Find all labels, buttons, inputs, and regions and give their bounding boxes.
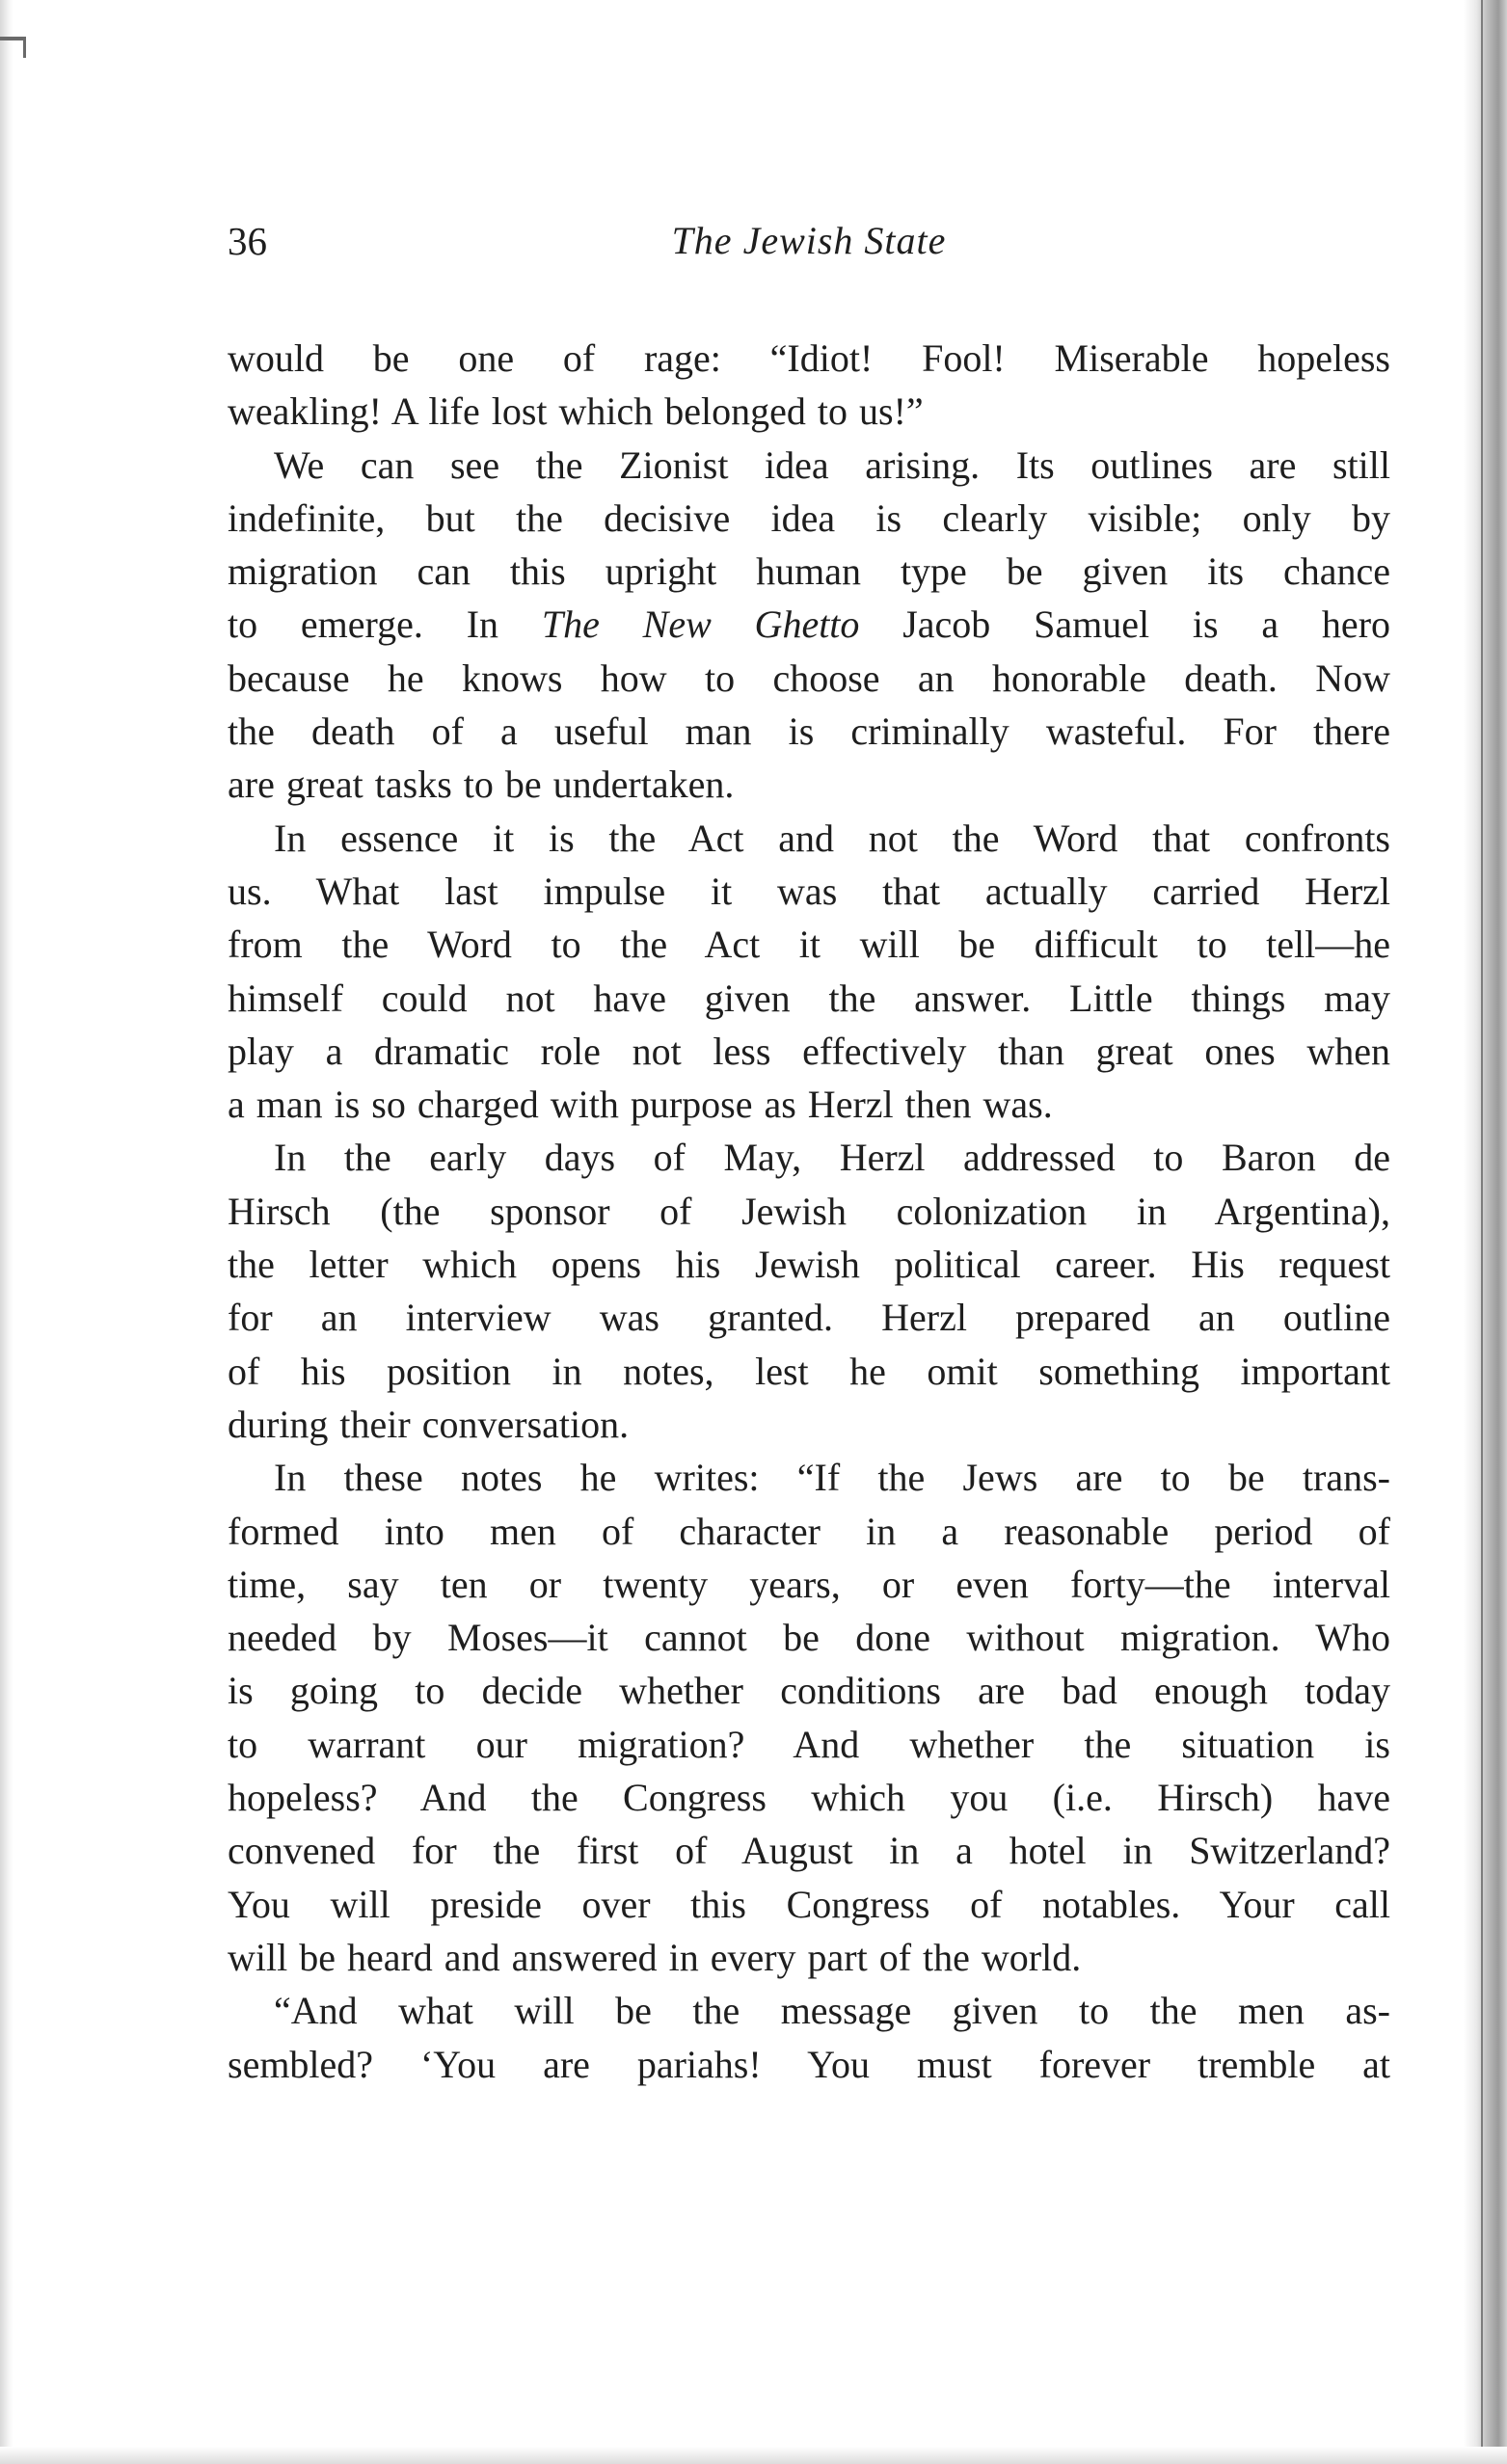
text-line: hopeless? And the Congress which you (i.e. Hirsch) have	[228, 1776, 1390, 1820]
text-line: play a dramatic role not less effectively than great ones when	[228, 1029, 1390, 1073]
text-line: of his position in notes, lest he omit something important	[228, 1349, 1390, 1393]
text-line: are great tasks to be undertaken.	[228, 763, 735, 807]
book-title: The New Ghetto	[541, 603, 860, 647]
paragraph-first-line: In the early days of May, Herzl addressed to Baron de	[274, 1136, 1390, 1180]
text-line-with-title	[228, 598, 1390, 651]
text-line: during their conversation.	[228, 1402, 630, 1446]
page-right-edge	[1464, 0, 1507, 2464]
text-fragment: to emerge. In	[228, 603, 542, 647]
text-line: would be one of rage: “Idiot! Fool! Miserable hopeless	[228, 336, 1390, 380]
text-line: needed by Moses—it cannot be done without migration. Who	[228, 1616, 1390, 1660]
text-line: because he knows how to choose an honorable death. Now	[228, 656, 1390, 700]
text-fragment: Jacob Samuel is a hero	[859, 603, 1391, 647]
scan-corner-mark	[0, 37, 25, 40]
running-head	[228, 212, 1390, 270]
text-line: will be heard and answered in every part of the world.	[228, 1935, 1082, 1979]
page-number: 36	[228, 219, 267, 263]
page-left-edge	[0, 0, 13, 2464]
text-line: time, say ten or twenty years, or even forty—the interval	[228, 1562, 1390, 1606]
text-line: formed into men of character in a reasonable period of	[228, 1509, 1390, 1553]
text-line: indefinite, but the decisive idea is clearly visible; only by	[228, 495, 1390, 540]
text-line: himself could not have given the answer. Little things may	[228, 976, 1390, 1020]
paragraph-first-line: In essence it is the Act and not the Word that confronts	[274, 816, 1390, 860]
running-title: The Jewish State	[671, 219, 947, 262]
text-line: from the Word to the Act it will be difficult to tell—he	[228, 923, 1390, 967]
text-line: is going to decide whether conditions are bad enough today	[228, 1669, 1390, 1713]
text-line: us. What last impulse it was that actually carried Herzl	[228, 869, 1390, 913]
text-line: sembled? ‘You are pariahs! You must forever tremble at	[228, 2042, 1390, 2086]
text-line: weakling! A life lost which belonged to us!”	[228, 389, 924, 434]
scan-corner-mark-vertical	[23, 37, 26, 58]
text-line: You will preside over this Congress of notables. Your call	[228, 1882, 1390, 1926]
text-line: the letter which opens his Jewish political career. His request	[228, 1243, 1390, 1287]
text-line: for an interview was granted. Herzl prepared an outline	[228, 1296, 1390, 1340]
paragraph-first-line: In these notes he writes: “If the Jews are to be trans-	[274, 1456, 1390, 1500]
text-line: Hirsch (the sponsor of Jewish colonization in Argentina),	[228, 1189, 1390, 1233]
text-line: a man is so charged with purpose as Herzl then was.	[228, 1083, 1053, 1127]
page-bottom-edge	[0, 2447, 1507, 2464]
text-line: to warrant our migration? And whether the situation is	[228, 1722, 1390, 1766]
body-text	[228, 332, 1390, 2091]
paragraph-first-line: We can see the Zionist idea arising. Its outlines are still	[274, 442, 1390, 487]
text-line: convened for the first of August in a hotel in Switzerland?	[228, 1829, 1390, 1873]
paragraph-first-line: “And what will be the message given to the men as-	[274, 1989, 1390, 2033]
text-line: the death of a useful man is criminally wasteful. For there	[228, 710, 1390, 754]
text-line: migration can this upright human type be given its chance	[228, 549, 1390, 594]
